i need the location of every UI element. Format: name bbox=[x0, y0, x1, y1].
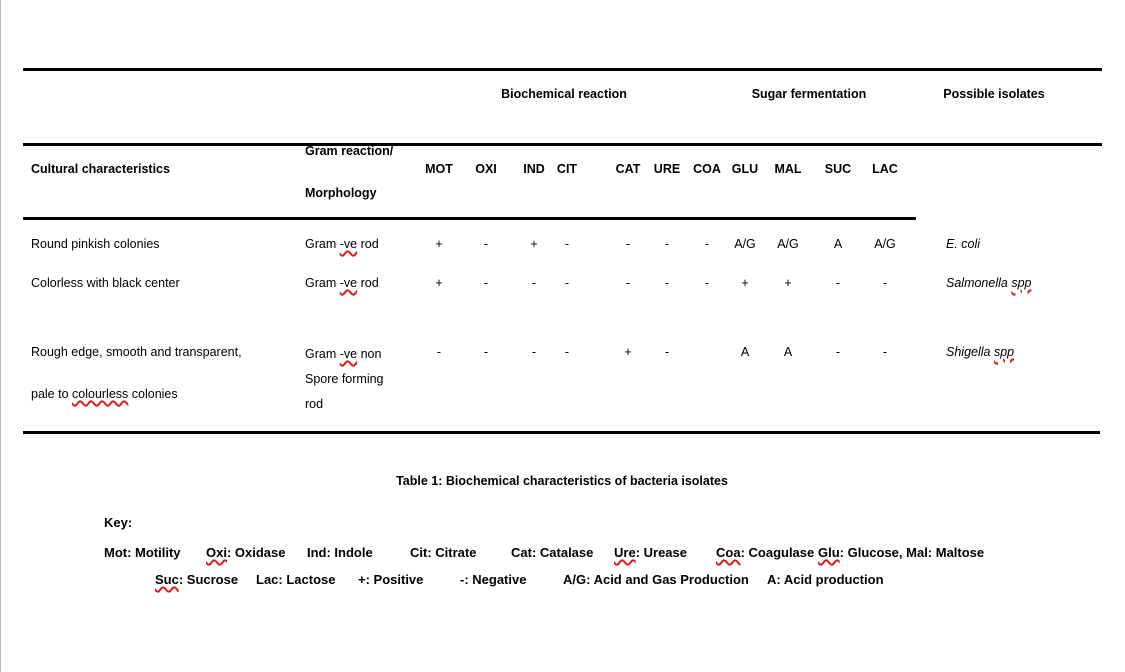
row-1-glu: + bbox=[741, 276, 749, 290]
col-header-suc: SUC bbox=[824, 162, 852, 176]
row-1-cat: - bbox=[625, 276, 631, 290]
row-2-oxi: - bbox=[483, 345, 489, 359]
row-0-oxi: - bbox=[483, 237, 489, 251]
header-group-rule bbox=[23, 143, 1102, 146]
key-item: A/G: Acid and Gas Production bbox=[563, 572, 749, 587]
key-item: Ind: Indole bbox=[307, 545, 373, 560]
row-2-cultural: Rough edge, smooth and transparent, bbox=[31, 345, 242, 359]
table-top-rule bbox=[23, 68, 1102, 71]
key-item: Cat: Catalase bbox=[511, 545, 594, 560]
key-item: Lac: Lactose bbox=[256, 572, 336, 587]
row-2-glu: A bbox=[740, 345, 750, 359]
row-2-mot: - bbox=[436, 345, 442, 359]
row-0-coa: - bbox=[704, 237, 710, 251]
page-left-edge bbox=[0, 0, 1, 672]
key-item: Glu: Glucose, Mal: Maltose bbox=[818, 545, 985, 560]
row-2-gram: rod bbox=[305, 397, 324, 411]
row-0-suc: A bbox=[833, 237, 843, 251]
key-item: Suc: Sucrose bbox=[155, 572, 239, 587]
table-bottom-rule bbox=[23, 431, 1100, 434]
row-2-lac: - bbox=[882, 345, 888, 359]
col-header-gram-line2: Morphology bbox=[305, 186, 377, 200]
key-item: Oxi: Oxidase bbox=[206, 545, 286, 560]
row-2-ind: - bbox=[531, 345, 537, 359]
row-2-mal: A bbox=[783, 345, 793, 359]
key-item: Ure: Urease bbox=[614, 545, 687, 560]
key-item: +: Positive bbox=[358, 572, 424, 587]
row-1-mal: + bbox=[784, 276, 792, 290]
row-1-mot: + bbox=[435, 276, 443, 290]
col-header-cat: CAT bbox=[615, 162, 641, 176]
row-2-gram: Gram -ve non bbox=[305, 347, 382, 361]
group-header-isolates: Possible isolates bbox=[943, 87, 1045, 101]
row-1-suc: - bbox=[835, 276, 841, 290]
row-2-cat: + bbox=[624, 345, 632, 359]
row-0-gram: Gram -ve rod bbox=[305, 237, 379, 251]
row-2-gram: Spore forming bbox=[305, 372, 384, 386]
row-2-cit: - bbox=[564, 345, 570, 359]
row-1-ind: - bbox=[531, 276, 537, 290]
row-1-lac: - bbox=[882, 276, 888, 290]
row-1-isolate: Salmonella spp bbox=[946, 276, 1032, 290]
row-1-cit: - bbox=[564, 276, 570, 290]
key-item: -: Negative bbox=[460, 572, 527, 587]
row-1-cultural: Colorless with black center bbox=[31, 276, 180, 290]
col-header-mal: MAL bbox=[774, 162, 802, 176]
row-1-ure: - bbox=[664, 276, 670, 290]
key-title: Key: bbox=[104, 515, 133, 530]
key-item: Coa: Coagulase bbox=[716, 545, 815, 560]
row-1-gram: Gram -ve rod bbox=[305, 276, 379, 290]
table-caption: Table 1: Biochemical characteristics of bacteria isolates bbox=[396, 474, 728, 488]
row-2-suc: - bbox=[835, 345, 841, 359]
col-header-cultural: Cultural characteristics bbox=[31, 162, 170, 176]
row-0-mot: + bbox=[435, 237, 443, 251]
key-item: Cit: Citrate bbox=[410, 545, 477, 560]
row-1-oxi: - bbox=[483, 276, 489, 290]
row-0-glu: A/G bbox=[734, 237, 756, 251]
row-0-cat: - bbox=[625, 237, 631, 251]
key-item: A: Acid production bbox=[767, 572, 884, 587]
row-1-coa: - bbox=[704, 276, 710, 290]
col-header-cit: CIT bbox=[556, 162, 578, 176]
header-bottom-rule bbox=[23, 217, 916, 220]
row-0-lac: A/G bbox=[874, 237, 896, 251]
row-0-ure: - bbox=[664, 237, 670, 251]
row-2-isolate: Shigella spp bbox=[946, 345, 1015, 359]
row-2-ure: - bbox=[664, 345, 670, 359]
col-header-glu: GLU bbox=[731, 162, 759, 176]
row-0-cultural: Round pinkish colonies bbox=[31, 237, 160, 251]
row-0-isolate: E. coli bbox=[946, 237, 981, 251]
col-header-gram-line1: Gram reaction/ bbox=[305, 144, 394, 158]
row-0-mal: A/G bbox=[777, 237, 799, 251]
col-header-oxi: OXI bbox=[475, 162, 497, 176]
col-header-mot: MOT bbox=[425, 162, 453, 176]
key-item: Mot: Motility bbox=[104, 545, 181, 560]
col-header-lac: LAC bbox=[872, 162, 898, 176]
group-header-sugar: Sugar fermentation bbox=[751, 87, 867, 101]
group-header-biochemical: Biochemical reaction bbox=[501, 87, 627, 101]
row-0-cit: - bbox=[564, 237, 570, 251]
row-0-ind: + bbox=[530, 237, 538, 251]
col-header-ind: IND bbox=[523, 162, 545, 176]
col-header-coa: COA bbox=[693, 162, 721, 176]
col-header-ure: URE bbox=[653, 162, 681, 176]
row-2-cultural: pale to colourless colonies bbox=[31, 387, 178, 401]
